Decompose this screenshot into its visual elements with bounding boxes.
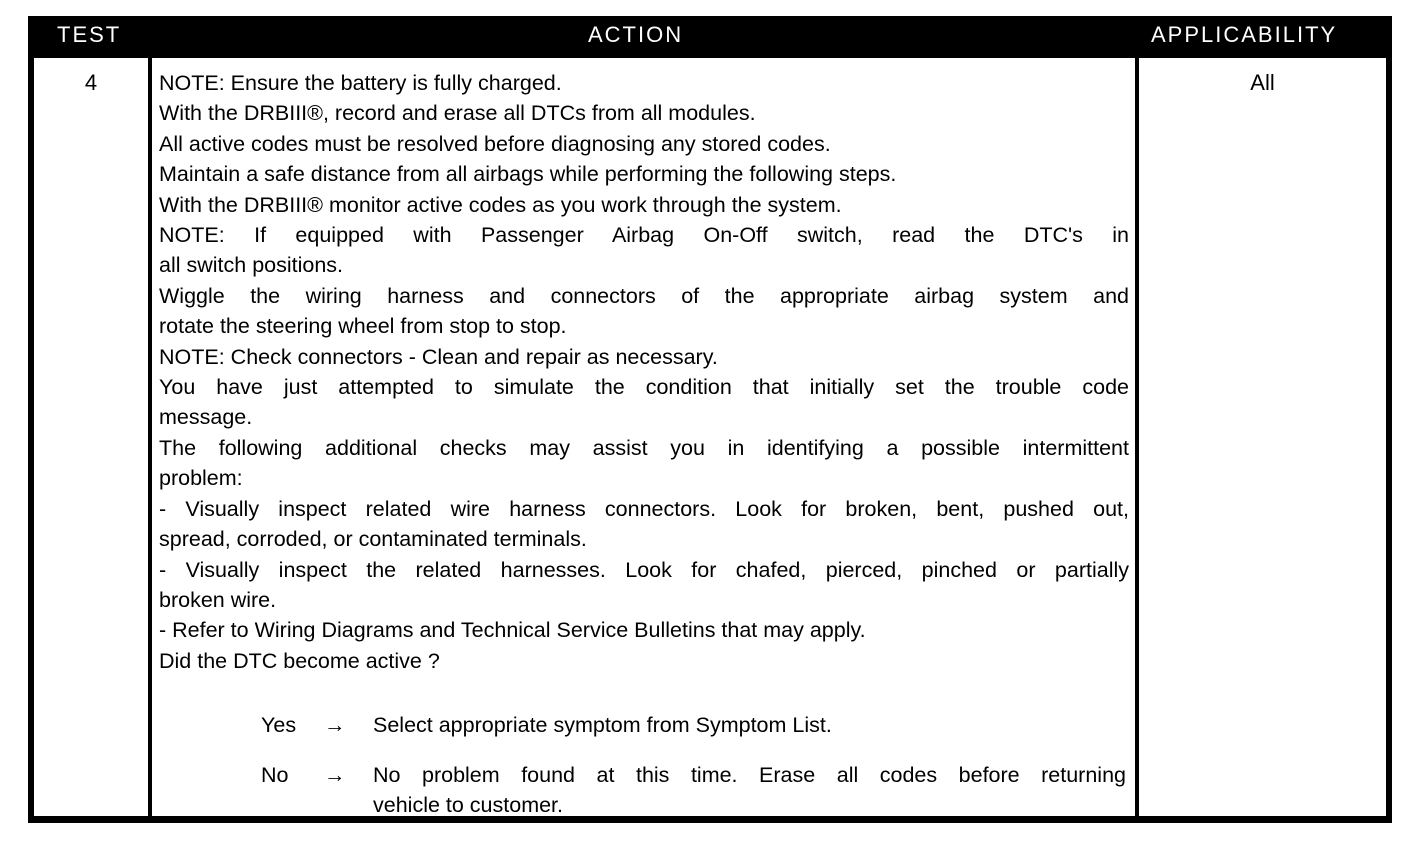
answer-text: [373, 710, 1126, 740]
action-line: all switch positions.: [159, 253, 344, 278]
action-line: Maintain a safe distance from all airbags while performing the following steps.: [159, 162, 897, 187]
action-line: Wiggle the wiring harness and connectors of the appropriate airbag system and: [159, 283, 1129, 308]
action-line: - Refer to Wiring Diagrams and Technical Service Bulletins that may apply.: [159, 618, 866, 643]
applicability-value: All: [1250, 70, 1275, 95]
answer-text: [373, 760, 1126, 821]
table-header: [28, 16, 1392, 56]
header-applicability: APPLICABILITY: [1151, 22, 1338, 47]
action-line: - Visually inspect related wire harness connectors. Look for broken, bent, pushed out,: [159, 496, 1129, 521]
action-line: NOTE: If equipped with Passenger Airbag On-Off switch, read the DTC's in: [159, 223, 1129, 248]
action-line: problem:: [159, 466, 243, 491]
action-line: All active codes must be resolved before diagnosing any stored codes.: [159, 131, 831, 156]
action-line: broken wire.: [159, 587, 277, 612]
action-line: NOTE: Check connectors - Clean and repair as necessary.: [159, 344, 718, 369]
action-line: Did the DTC become active ?: [159, 648, 440, 673]
action-line: message.: [159, 405, 253, 430]
answer-text-line: No problem found at this time. Erase all codes before returning: [373, 763, 1126, 787]
action-line: You have just attempted to simulate the condition that initially set the trouble code: [159, 375, 1129, 400]
answer-text-line: vehicle to customer.: [373, 793, 564, 818]
action-cell: [152, 58, 1135, 816]
action-text: [159, 68, 1129, 676]
action-line: spread, corroded, or contaminated terminals.: [159, 527, 587, 552]
right-arrow-icon: →: [324, 713, 346, 737]
applicability-cell: [1139, 58, 1386, 816]
diagnostic-table: [28, 16, 1392, 823]
action-line: With the DRBIII® monitor active codes as you work through the system.: [159, 192, 842, 217]
answer-text-line: Select appropriate symptom from Symptom List.: [373, 713, 832, 737]
test-cell: [34, 58, 148, 816]
answer-label: No: [261, 763, 289, 787]
action-line: The following additional checks may assist you in identifying a possible intermittent: [159, 435, 1129, 460]
action-line: NOTE: Ensure the battery is fully charged.: [159, 71, 562, 95]
answer-label: Yes: [261, 713, 297, 737]
test-number: 4: [84, 70, 98, 95]
action-line: - Visually inspect the related harnesses. Look for chafed, pierced, pinched or partially: [159, 557, 1129, 582]
header-test: TEST: [57, 22, 122, 47]
action-line: rotate the steering wheel from stop to stop.: [159, 314, 567, 339]
right-arrow-icon: →: [324, 763, 346, 787]
header-action: ACTION: [588, 22, 684, 47]
action-line: With the DRBIII®, record and erase all DTCs from all modules.: [159, 101, 756, 126]
